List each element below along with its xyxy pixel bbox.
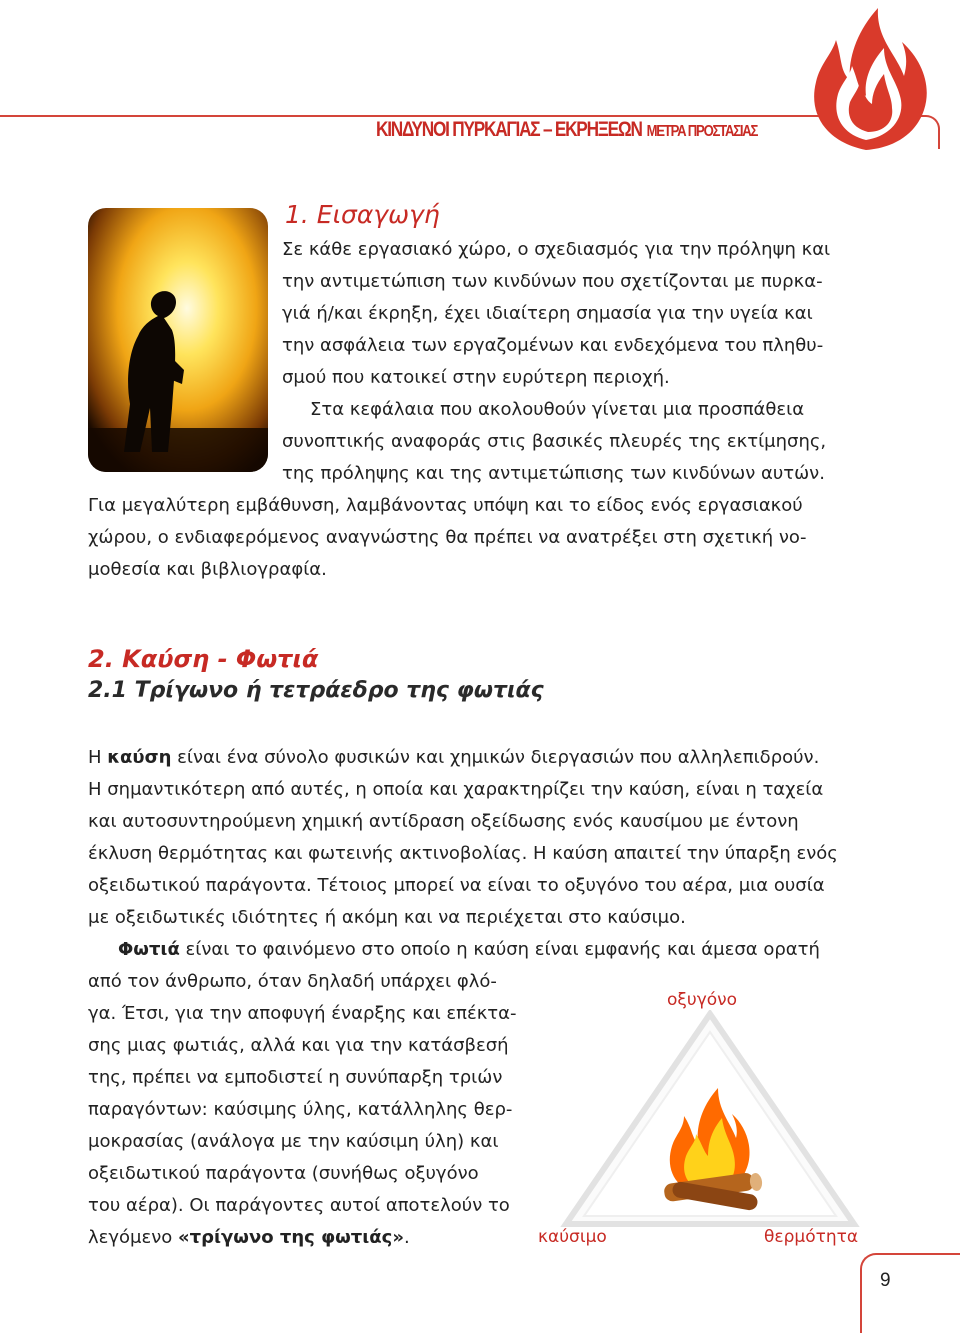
intro-line: Για μεγαλύτερη εμβάθυνση, λαμβάνοντας υπόψη και το είδος ενός εργασιακού: [88, 495, 803, 516]
fire-triangle-diagram: [560, 1010, 860, 1230]
body-line: με οξειδωτικές ιδιότητες ή ακόμη και να περιέχεται στο καύσιμο.: [88, 907, 686, 928]
body-line: από τον άνθρωπο, όταν δηλαδή υπάρχει φλό-: [88, 971, 497, 992]
body-line: παραγόντων: καύσιμης ύλης, κατάλληλης θερ-: [88, 1099, 513, 1120]
flame-logo-icon: [786, 2, 946, 152]
bold-term-combustion: καύση: [107, 747, 172, 768]
header-subtitle: ΜΕΤΡΑ ΠΡΟΣΤΑΣΙΑΣ: [646, 123, 758, 140]
intro-line: χώρου, ο ενδιαφερόμενος αναγνώστης θα πρέπει να ανατρέξει στη σχετική νο-: [88, 527, 807, 548]
text-span: λεγόμενο: [88, 1227, 179, 1248]
body-line: και αυτοσυντηρούμενη χημική αντίδραση οξείδωσης ενός καυσίμου με έντονη: [88, 811, 799, 832]
firefighter-image: [88, 208, 268, 472]
body-line: οξειδωτικού παράγοντα. Τέτοιος μπορεί να είναι το οξυγόνο του αέρα, μια ουσία: [88, 875, 825, 896]
body-line: γα. Έτσι, για την αποφυγή έναρξης και επέκτα-: [88, 1003, 517, 1024]
header-title: [376, 118, 757, 142]
body-line: της, πρέπει να εμποδιστεί η συνύπαρξη τριών: [88, 1067, 503, 1088]
intro-line: σμού που κατοικεί στην ευρύτερη περιοχή.: [282, 367, 670, 388]
triangle-label-fuel: καύσιμο: [538, 1227, 607, 1247]
text-span: είναι το φαινόμενο στο οποίο η καύση είναι εμφανής και άμεσα ορατή: [179, 939, 820, 960]
body-line: του αέρα). Οι παράγοντες αυτοί αποτελούν το: [88, 1195, 510, 1216]
body-line: [88, 1222, 410, 1254]
intro-line: μοθεσία και βιβλιογραφία.: [88, 559, 327, 580]
header-title-text: ΚΙΝΔΥΝΟΙ ΠΥΡΚΑΓΙΑΣ – ΕΚΡΗΞΕΩΝ: [376, 118, 642, 141]
bold-term-fire: Φωτιά: [118, 939, 180, 960]
section-2-1-heading: 2.1 Τρίγωνο ή τετράεδρο της φωτιάς: [88, 678, 544, 703]
bold-term-fire-triangle: «τρίγωνο της φωτιάς»: [178, 1227, 404, 1248]
section-2-heading: 2. Καύση - Φωτιά: [88, 645, 319, 673]
firefighter-photo: [88, 208, 268, 472]
intro-line: γιά ή/και έκρηξη, έχει ιδιαίτερη σημασία για την υγεία και: [282, 303, 813, 324]
body-line: οξειδωτικού παράγοντα (συνήθως οξυγόνο: [88, 1163, 479, 1184]
section-1-heading: 1. Εισαγωγή: [285, 200, 440, 229]
body-line: μοκρασίας (ανάλογα με την καύσιμη ύλη) και: [88, 1131, 499, 1152]
text-span: .: [403, 1227, 410, 1248]
body-line: έκλυση θερμότητας και φωτεινής ακτινοβολίας. Η καύση απαιτεί την ύπαρξη ενός: [88, 843, 838, 864]
body-line: [88, 742, 819, 774]
triangle-label-heat: θερμότητα: [764, 1227, 859, 1247]
intro-line: Σε κάθε εργασιακό χώρο, ο σχεδιασμός για την πρόληψη και: [282, 239, 831, 260]
triangle-label-oxygen: οξυγόνο: [667, 990, 738, 1010]
intro-line: Στα κεφάλαια που ακολουθούν γίνεται μια προσπάθεια: [310, 399, 805, 420]
page-number-frame: [860, 1253, 960, 1333]
text-span: Η: [88, 747, 108, 768]
intro-line: την ασφάλεια των εργαζομένων και ενδεχόμενα του πληθυ-: [282, 335, 824, 356]
intro-line: την αντιμετώπιση των κινδύνων που σχετίζονται με πυρκα-: [282, 271, 823, 292]
intro-line: συνοπτικής αναφοράς στις βασικές πλευρές της εκτίμησης,: [282, 431, 827, 452]
body-line: Η σημαντικότερη από αυτές, η οποία και χαρακτηρίζει την καύση, είναι η ταχεία: [88, 779, 824, 800]
body-line: [118, 934, 820, 966]
text-span: είναι ένα σύνολο φυσικών και χημικών διεργασιών που αλληλεπιδρούν.: [171, 747, 820, 768]
body-line: σης μιας φωτιάς, αλλά και για την κατάσβεσή: [88, 1035, 509, 1056]
page-number: 9: [880, 1270, 891, 1291]
intro-line: της πρόληψης και της αντιμετώπισης των κινδύνων αυτών.: [282, 463, 825, 484]
